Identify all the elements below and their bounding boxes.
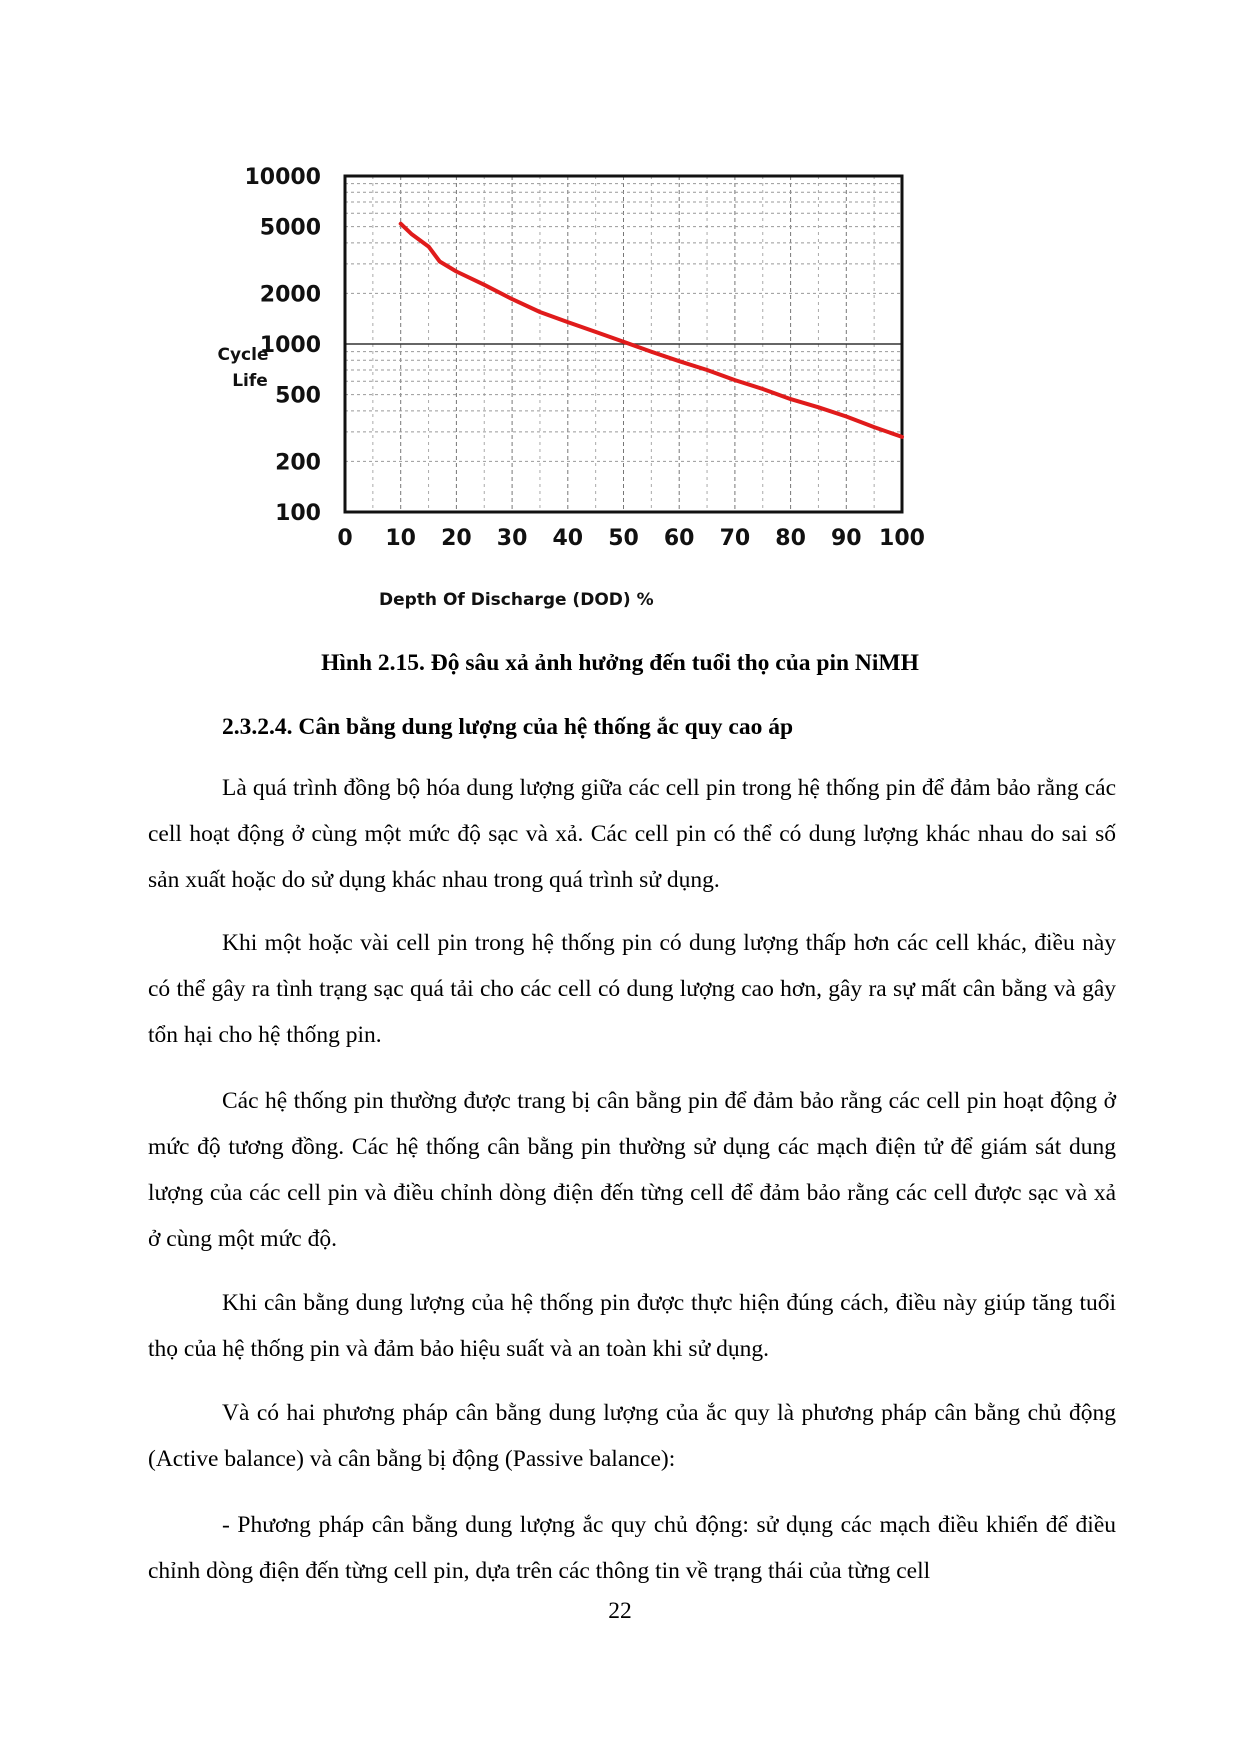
page-number: 22 bbox=[608, 1598, 632, 1624]
x-tick-label: 0 bbox=[337, 526, 353, 551]
x-axis bbox=[337, 526, 925, 551]
x-tick-label: 60 bbox=[663, 526, 695, 551]
chart-canvas bbox=[200, 150, 1060, 630]
y-tick-label: 100 bbox=[275, 501, 321, 526]
paragraph-3: Các hệ thống pin thường được trang bị cân bằng pin để đảm bảo rằng các cell pin hoạt động ở mức độ tương đồng. Các hệ thống cân bằng pin thường sử dụng các mạch điện tử để giám sát dung lượng của các cell pin và điều chỉnh dòng điện đến từng cell để đảm bảo rằng các cell được sạc và xả ở cùng một mức độ. bbox=[148, 1088, 1116, 1252]
y-tick-label: 500 bbox=[275, 383, 321, 409]
x-tick-label: 50 bbox=[608, 526, 639, 551]
x-tick-label: 40 bbox=[552, 526, 584, 551]
paragraph-5: Và có hai phương pháp cân bằng dung lượng của ắc quy là phương pháp cân bằng chủ động (Active balance) và cân bằng bị động (Passive balance): bbox=[148, 1400, 1116, 1472]
paragraph-6: - Phương pháp cân bằng dung lượng ắc quy chủ động: sử dụng các mạch điều khiển để điều chỉnh dòng điện đến từng cell pin, dựa trên các thông tin về trạng thái của từng cell bbox=[148, 1512, 1116, 1584]
y-tick-label: 200 bbox=[275, 450, 321, 476]
x-tick-label: 100 bbox=[879, 526, 925, 551]
x-tick-label: 10 bbox=[385, 526, 417, 551]
x-tick-label: 90 bbox=[830, 526, 862, 551]
x-tick-label: 70 bbox=[719, 526, 751, 551]
x-tick-label: 30 bbox=[496, 526, 528, 551]
y-axis-label-line-2: Life bbox=[232, 371, 268, 391]
y-tick-label: 2000 bbox=[259, 282, 321, 308]
x-tick-label: 80 bbox=[775, 526, 806, 551]
paragraph-2: Khi một hoặc vài cell pin trong hệ thống pin có dung lượng thấp hơn các cell khác, điều này có thể gây ra tình trạng sạc quá tải cho các cell có dung lượng cao hơn, gây ra sự mất cân bằng và gây tổn hại cho hệ thống pin. bbox=[148, 930, 1116, 1048]
figure-caption: Hình 2.15. Độ sâu xả ảnh hưởng đến tuổi thọ của pin NiMH bbox=[321, 650, 919, 676]
section-heading: 2.3.2.4. Cân bằng dung lượng của hệ thống ắc quy cao áp bbox=[222, 714, 794, 740]
x-tick-label: 20 bbox=[441, 526, 472, 551]
paragraph-4: Khi cân bằng dung lượng của hệ thống pin được thực hiện đúng cách, điều này giúp tăng tuổi thọ của hệ thống pin và đảm bảo hiệu suất và an toàn khi sử dụng. bbox=[148, 1290, 1116, 1362]
x-axis-label: Depth Of Discharge (DOD) % bbox=[379, 590, 654, 610]
grid bbox=[345, 176, 902, 512]
y-tick-label: 5000 bbox=[259, 215, 321, 241]
y-tick-label: 10000 bbox=[244, 165, 321, 190]
y-tick-label: 1000 bbox=[259, 333, 321, 358]
paragraph-1: Là quá trình đồng bộ hóa dung lượng giữa các cell pin trong hệ thống pin để đảm bảo rằng các cell hoạt động ở cùng một mức độ sạc và xả. Các cell pin có thể có dung lượng khác nhau do sai số sản xuất hoặc do sử dụng khác nhau trong quá trình sử dụng. bbox=[148, 775, 1116, 893]
y-axis-label-line-1: Cycle bbox=[217, 345, 269, 365]
dod-cycle-life-chart bbox=[200, 150, 1060, 630]
